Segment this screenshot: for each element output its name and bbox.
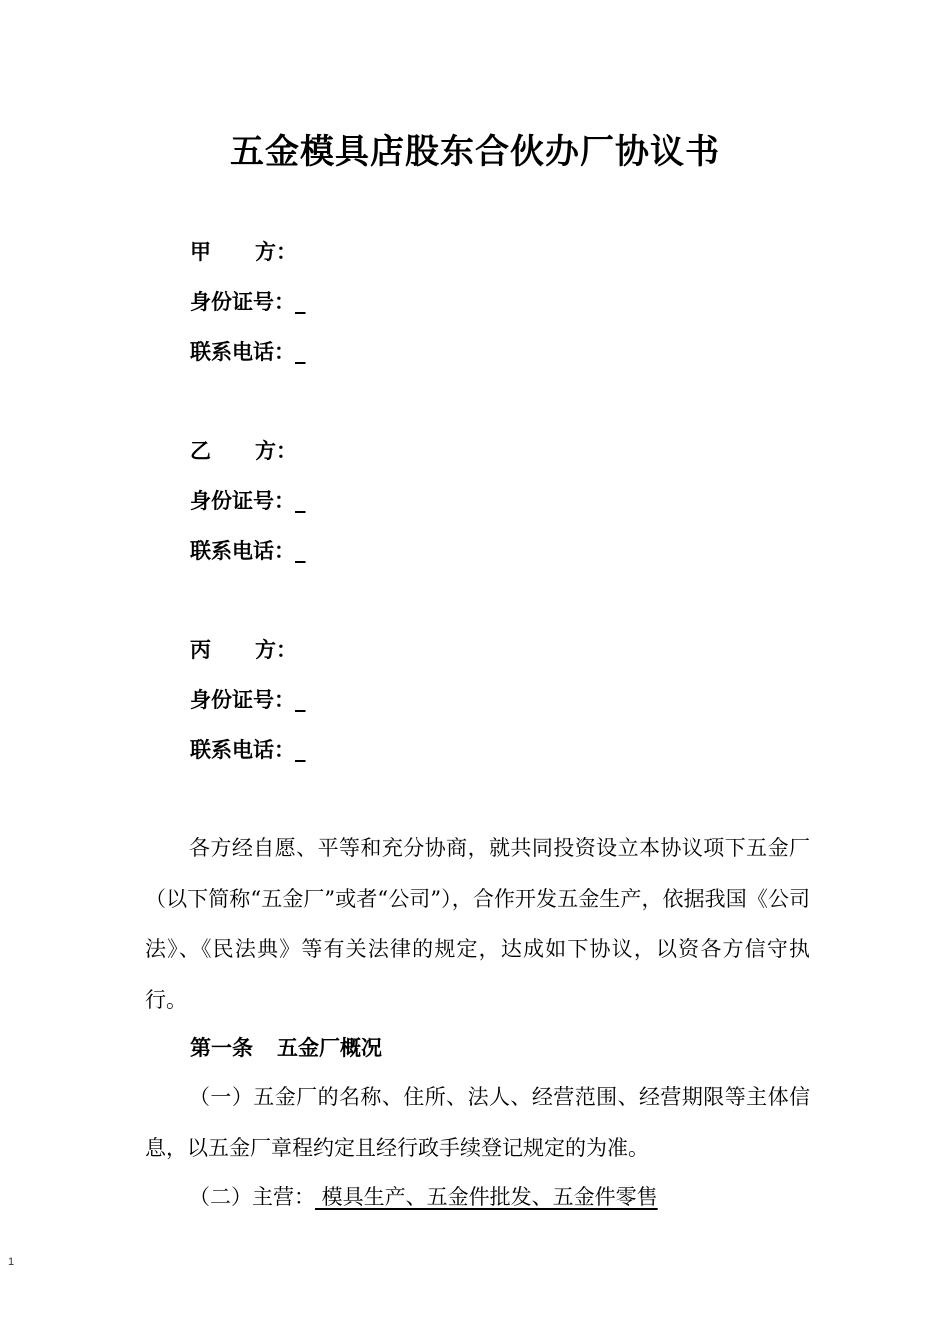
party-c-label-suffix: 方： — [255, 637, 297, 662]
party-a-phone-line: 联系电话：_ — [190, 339, 306, 364]
article-1-item-2 — [145, 1172, 810, 1223]
party-b-label: 乙 — [190, 438, 211, 463]
party-b-label-suffix: 方： — [255, 438, 297, 463]
article-1-item-2-value: 模具生产、五金件批发、五金件零售 — [315, 1185, 658, 1209]
party-b-phone-line: 联系电话：_ — [190, 538, 306, 563]
party-c-name-line — [190, 635, 297, 665]
party-a-id-line: 身份证号：_ — [190, 289, 306, 314]
party-a-name-line — [190, 237, 297, 267]
party-b-id-line: 身份证号：_ — [190, 488, 306, 513]
page-number: 1 — [8, 1256, 15, 1268]
article-1-title: 五金厂概况 — [277, 1035, 382, 1060]
article-1-number: 第一条 — [190, 1035, 253, 1060]
party-c-phone-line: 联系电话：_ — [190, 737, 306, 762]
party-b-name-line — [190, 436, 297, 466]
article-1-item-1: （一）五金厂的名称、住所、法人、经营范围、经营期限等主体信息，以五金厂章程约定且经行政手续登记规定的为准。 — [145, 1085, 810, 1160]
party-a-label-suffix: 方： — [255, 239, 297, 264]
party-c-id-line: 身份证号：_ — [190, 687, 306, 712]
party-a-label: 甲 — [190, 239, 211, 264]
party-c-label: 丙 — [190, 637, 211, 662]
article-1-item-2-label: （二）主营： — [189, 1185, 315, 1209]
preamble-paragraph: 各方经自愿、平等和充分协商，就共同投资设立本协议项下五金厂（以下简称“五金厂”或者“公司”），合作开发五金生产，依据我国《公司法》、《民法典》等有关法律的规定，达成如下协议，以资各方信守执行。 — [145, 836, 810, 1012]
document-title: 五金模具店股东合伙办厂协议书 — [230, 132, 720, 172]
article-1-heading — [190, 1033, 382, 1063]
